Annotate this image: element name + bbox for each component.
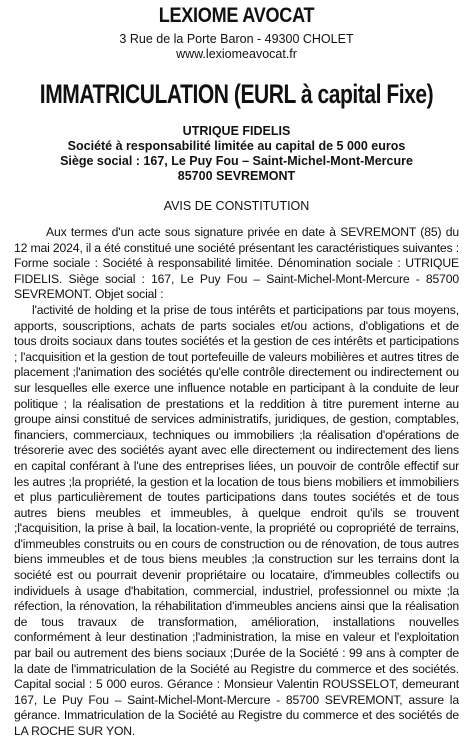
company-registered-office: Siège social : 167, Le Puy Fou – Saint-Michel-Mont-Mercure bbox=[60, 154, 413, 168]
firm-website: www.lexiomeavocat.fr bbox=[176, 47, 297, 61]
company-postcode-city: 85700 SEVREMONT bbox=[177, 169, 296, 183]
notice-title: IMMATRICULATION (EURL à capital Fixe) bbox=[39, 79, 434, 109]
company-name: UTRIQUE FIDELIS bbox=[182, 124, 291, 138]
notice-body bbox=[14, 225, 459, 740]
section-heading: AVIS DE CONSTITUTION bbox=[163, 199, 310, 213]
firm-name: LEXIOME AVOCAT bbox=[158, 4, 315, 27]
notice-paragraph-object: l'activité de holding et la prise de tous intérêts et participations par tous moyens, apports, souscriptions, achats de parts sociales et/ou actions, d'obligations et de tous droits sociaux dans toutes sociétés et la gestion de ces intérêts et participations ; l'acquisition et la gestion de tout portefeuille de valeurs mobilières et autres titres de placement ;l'animation des sociétés qu'elle contrôle directement ou indirectement ou sur lesquelles elle exerce une influence notable en participant à la conduite de leur politique ; la réalisation de prestations et la reddition à titre purement interne au groupe ainsi constitué de services administratifs, juridiques, de gestion, comptables, financiers, commerciaux, techniques ou immobiliers ;la réalisation d'opérations de trésorerie avec des sociétés ayant avec elle directement ou indirectement des liens en capital conférant à l'une des entreprises liées, un pouvoir de contrôle effectif sur les autres ;la propriété, la gestion et la location de tous biens mobiliers et immobiliers et plus particulièrement de toutes participations dans toutes sociétés et de tous autres biens meubles et immeubles, à quelque endroit qu'ils se trouvent ;l'acquisition, la prise à bail, la location-vente, la propriété ou copropriété de terrains, d'immeubles construits ou en cours de construction ou de rénovation, de tous autres biens immeubles et de tous biens meubles ;la construction sur les terrains dont la société est ou pourrait devenir propriétaire ou locataire, d'immeubles collectifs ou individuels à usage d'habitation, commercial, industriel, professionnel ou mixte ;la réfection, la rénovation, la réhabilitation d'immeubles anciens ainsi que la réalisation de tous travaux de transformation, amélioration, installations nouvelles conformément à leur destination ;l'administration, la mise en valeur et l'exploitation par bail ou autrement des biens sociaux ;Durée de la Société : 99 ans à compter de la date de l'immatriculation de la Société au Registre du commerce et des sociétés. Capital social : 5 000 euros. Gérance : Monsieur Valentin ROUSSELOT, demeurant 167, Le Puy Fou – Saint-Michel-Mont-Mercure - 85700 SEVREMONT, assure la gérance. Immatriculation de la Société au Registre du commerce et des sociétés de LA ROCHE SUR YON. bbox=[14, 302, 459, 738]
notice-paragraph-intro: Aux termes d'un acte sous signature privée en date à SEVREMONT (85) du 12 mai 2024, il a été constitué une société présentant les caractéristiques suivantes : Forme sociale : Société à responsabilité limitée. Dénomination sociale : UTRIQUE FIDELIS. Siège social : 167, Le Puy Fou – Saint-Michel-Mont-Mercure - 85700 SEVREMONT. Objet social : bbox=[14, 225, 459, 302]
firm-address: 3 Rue de la Porte Baron - 49300 CHOLET bbox=[119, 32, 354, 46]
company-form-capital: Société à responsabilité limitée au capital de 5 000 euros bbox=[67, 139, 406, 153]
company-block bbox=[14, 124, 459, 184]
